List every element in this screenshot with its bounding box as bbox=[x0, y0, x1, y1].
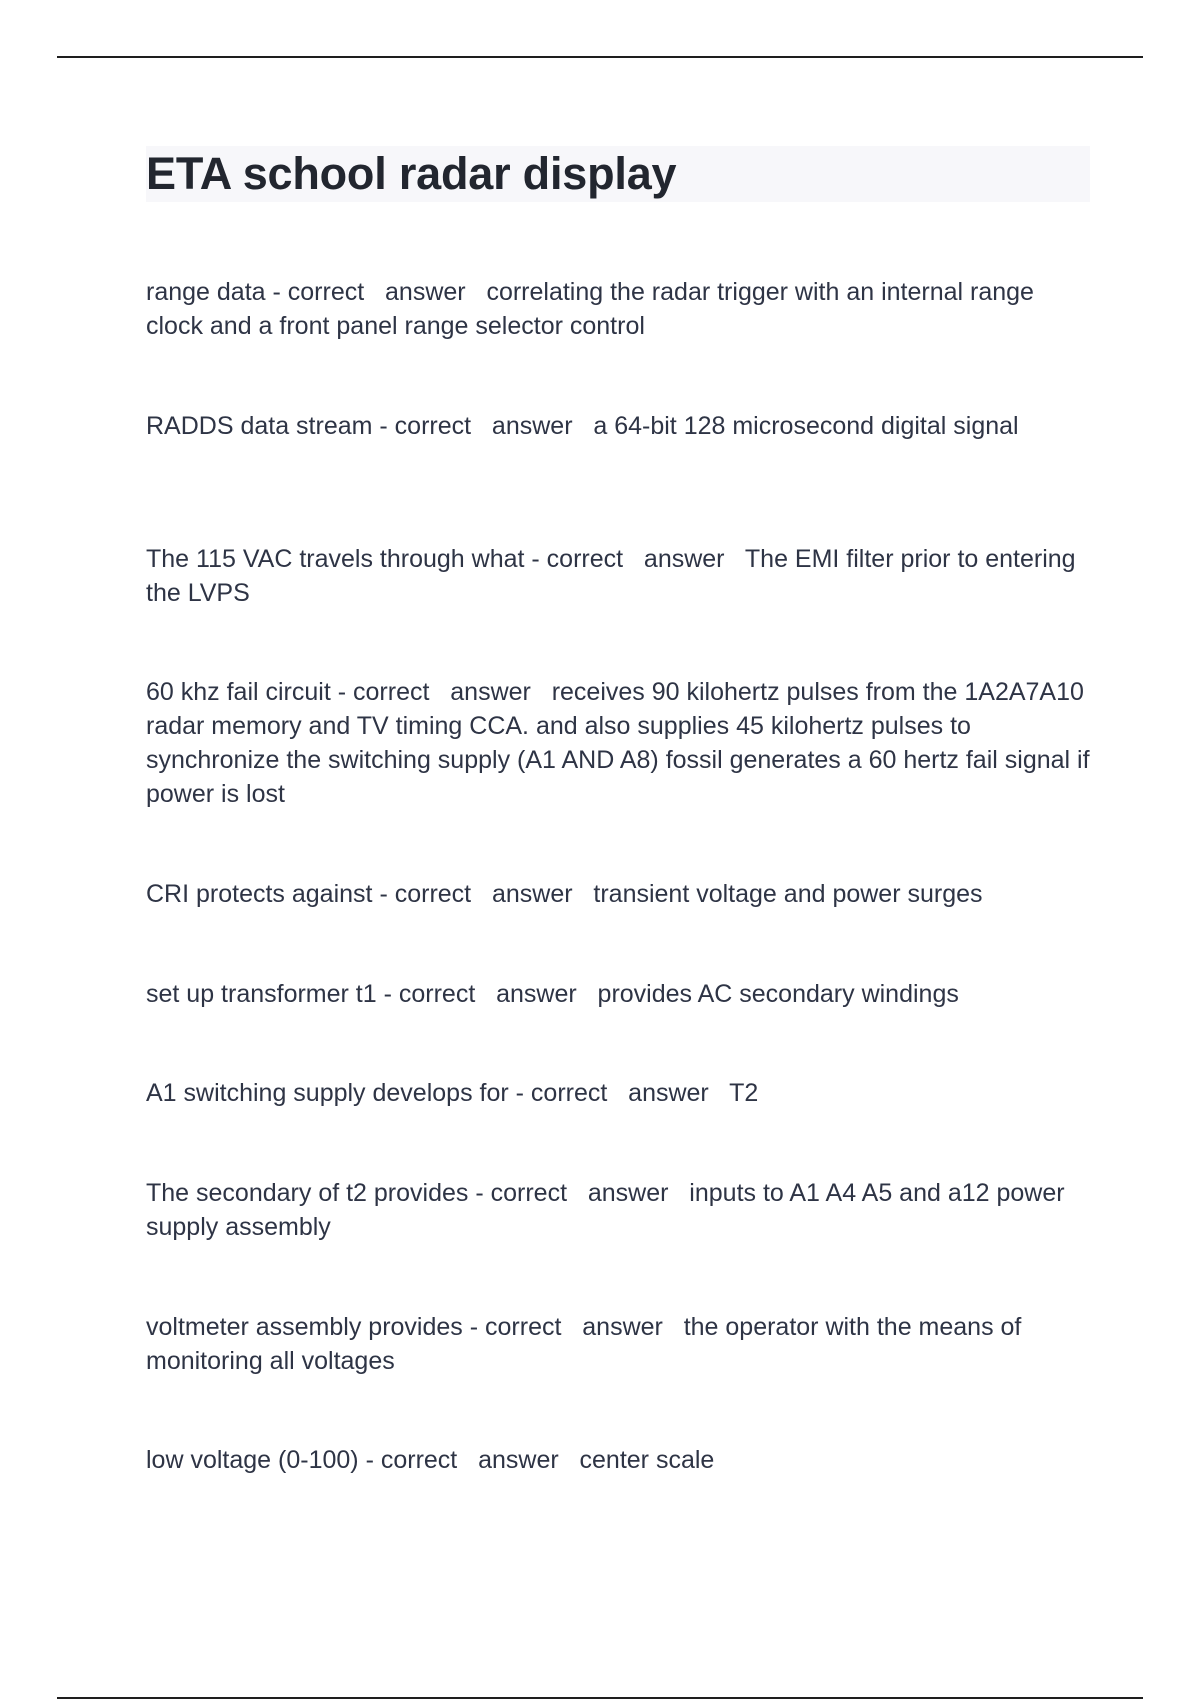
flashcard-item bbox=[146, 1310, 1090, 1378]
flashcard-item bbox=[146, 1076, 1090, 1110]
card-term: The secondary of t2 provides bbox=[146, 1179, 469, 1207]
card-answer: receives 90 kilohertz pulses from the 1A2A7A10 radar memory and TV timing CCA. and also supplies 45 kilohertz pulses to synchronize the switching supply (A1 AND A8) fossil generates a 60 hertz fail signal if power is lost bbox=[146, 678, 1090, 808]
document-title: ETA school radar display bbox=[146, 148, 677, 199]
card-separator: - correct answer bbox=[372, 412, 594, 440]
flashcard-item bbox=[146, 1443, 1090, 1477]
card-answer: a 64-bit 128 microsecond digital signal bbox=[593, 412, 1019, 440]
flashcard-item bbox=[146, 977, 1090, 1011]
card-separator: - correct answer bbox=[462, 1313, 684, 1341]
card-term: The 115 VAC travels through what bbox=[146, 545, 525, 573]
card-term: voltmeter assembly provides bbox=[146, 1313, 463, 1341]
card-separator: - correct answer bbox=[524, 545, 745, 573]
card-term: 60 khz fail circuit bbox=[146, 678, 331, 706]
top-rule bbox=[57, 56, 1143, 58]
card-term: set up transformer t1 bbox=[146, 980, 377, 1008]
flashcard-item bbox=[146, 1176, 1090, 1244]
card-answer: correlating the radar trigger with an internal range clock and a front panel range selector control bbox=[146, 278, 1034, 340]
card-term: CRI protects against bbox=[146, 880, 373, 908]
card-term: A1 switching supply develops for bbox=[146, 1079, 509, 1107]
flashcard-item bbox=[146, 409, 1090, 443]
card-separator: - correct answer bbox=[468, 1179, 690, 1207]
card-term: range data bbox=[146, 278, 266, 306]
card-answer: the operator with the means of monitoring all voltages bbox=[146, 1313, 1022, 1375]
card-separator: - correct answer bbox=[265, 278, 487, 306]
document-body bbox=[146, 146, 1090, 1474]
card-answer: The EMI filter prior to entering the LVPS bbox=[146, 545, 1076, 607]
card-separator: - correct answer bbox=[508, 1079, 730, 1107]
card-separator: - correct answer bbox=[376, 980, 598, 1008]
card-answer: provides AC secondary windings bbox=[597, 980, 959, 1008]
flashcard-item bbox=[146, 877, 1090, 911]
flashcard-item bbox=[146, 542, 1090, 610]
card-term: RADDS data stream bbox=[146, 412, 373, 440]
card-separator: - correct answer bbox=[372, 880, 594, 908]
card-separator: - correct answer bbox=[358, 1446, 580, 1474]
card-answer: transient voltage and power surges bbox=[593, 880, 983, 908]
card-answer: center scale bbox=[579, 1446, 715, 1474]
card-separator: - correct answer bbox=[330, 678, 552, 706]
card-answer: T2 bbox=[729, 1079, 759, 1107]
card-term: low voltage (0-100) bbox=[146, 1446, 359, 1474]
card-answer: inputs to A1 A4 A5 and a12 power supply assembly bbox=[146, 1179, 1065, 1241]
flashcard-item bbox=[146, 275, 1090, 343]
title-band bbox=[146, 146, 1090, 202]
flashcard-item bbox=[146, 675, 1090, 811]
bottom-rule bbox=[57, 1697, 1143, 1699]
